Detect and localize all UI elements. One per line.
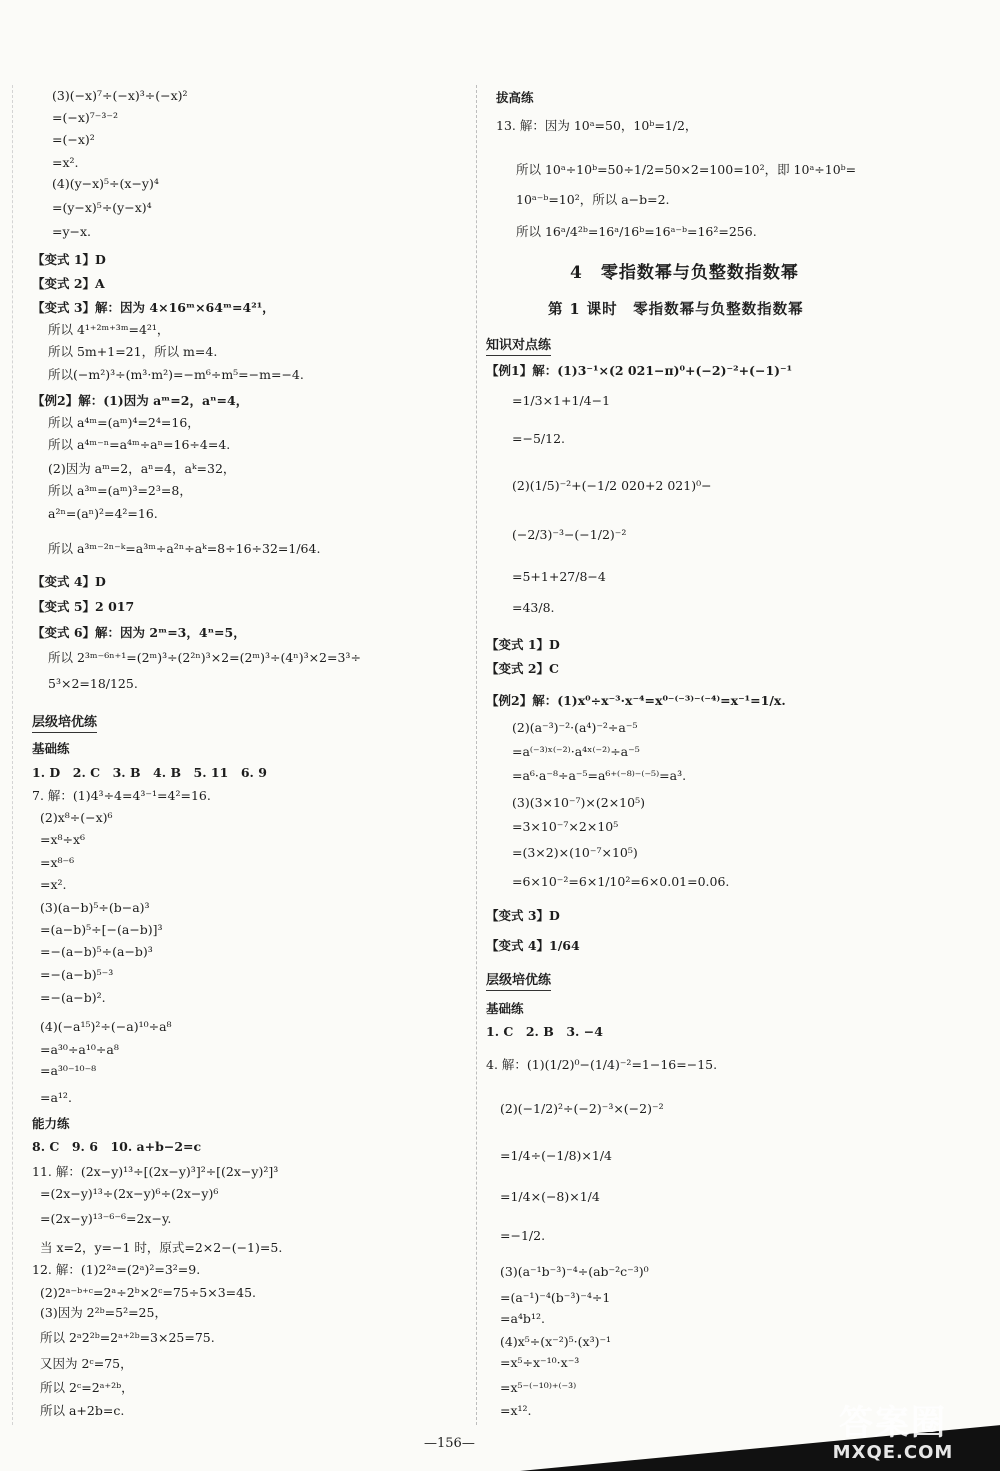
left-text-line: 【变式 3】解：因为 4×16ᵐ×64ᵐ=4²¹， [32,300,275,315]
right-text-line: =1/4÷(−1/8)×1/4 [500,1148,612,1163]
left-text-line: 【变式 2】A [32,276,105,291]
right-text-line: =1/4×(−8)×1/4 [500,1189,600,1204]
left-text-line: 又因为 2ᶜ=75， [40,1356,133,1371]
left-text-line: =−(a−b)⁵⁻³ [40,967,114,982]
right-text-line: (3)(a⁻¹b⁻³)⁻⁴÷(ab⁻²c⁻³)⁰ [500,1264,649,1279]
left-text-line: (4)(y−x)⁵÷(x−y)⁴ [52,176,159,191]
right-text-line: =(a⁻¹)⁻⁴(b⁻³)⁻⁴÷1 [500,1290,611,1305]
right-text-line: 13. 解：因为 10ᵃ=50，10ᵇ=1/2， [496,118,698,133]
right-text-line: =a⁶·a⁻⁸÷a⁻⁵=a⁶⁺⁽⁻⁸⁾⁻⁽⁻⁵⁾=a³. [512,768,687,783]
left-text-line: 所以(−m²)³÷(m³·m²)=−m⁶÷m⁵=−m=−4. [48,367,304,382]
left-text-line: 7. 解：(1)4³÷4=4³⁻¹=4²=16. [32,788,211,803]
chapter-title: 4 零指数幂与负整数指数幂 [570,263,799,283]
right-text-line: 1. C 2. B 3. −4 [486,1024,603,1039]
left-text-line: =x². [52,155,79,170]
right-text-line: (2)(1/5)⁻²+(−1/2 020+2 021)⁰− [512,478,712,493]
watermark-url: MXQE.COM [832,1442,954,1463]
left-text-line: 所以 2ᶜ=2ᵃ⁺²ᵇ， [40,1380,134,1395]
right-text-line: 拔高练 [496,90,534,105]
left-text-line: 【例2】解：(1)因为 aᵐ=2，aⁿ=4， [32,393,249,408]
left-section-heading: 层级培优练 [32,715,97,733]
left-text-line: (2)因为 aᵐ=2，aⁿ=4，aᵏ=32， [48,461,236,476]
watermark-logo: 答案圈 [839,1403,947,1443]
column-divider [476,85,477,1425]
right-text-line: 【变式 1】D [486,637,560,652]
left-text-line: =x². [40,877,67,892]
right-text-line: =(3×2)×(10⁻⁷×10⁵) [512,845,638,860]
right-text-line: 【变式 2】C [486,661,559,676]
left-text-line: a²ⁿ=(aⁿ)²=4²=16. [48,506,158,521]
left-text-line: 所以 5m+1=21，所以 m=4. [48,344,218,359]
left-text-line: 所以 a⁴ᵐ⁻ⁿ=a⁴ᵐ÷aⁿ=16÷4=4. [48,437,231,452]
left-text-line: =x⁸⁻⁶ [40,855,75,870]
right-text-line: =1/3×1+1/4−1 [512,393,611,408]
right-text-line: 【例2】解：(1)x⁰÷x⁻³·x⁻⁴=x⁰⁻⁽⁻³⁾⁻⁽⁻⁴⁾=x⁻¹=1/x. [486,693,786,708]
lesson-title: 第 1 课时 零指数幂与负整数指数幂 [548,301,804,318]
right-text-line: =43/8. [512,600,555,615]
left-text-line: 5³×2=18/125. [48,676,138,691]
left-text-line: =a³⁰÷a¹⁰÷a⁸ [40,1042,119,1057]
right-text-line: =a⁽⁻³⁾ˣ⁽⁻²⁾·a⁴ˣ⁽⁻²⁾÷a⁻⁵ [512,744,640,759]
left-text-line: (2)2ᵃ⁻ᵇ⁺ᶜ=2ᵃ÷2ᵇ×2ᶜ=75÷5×3=45. [40,1285,257,1300]
right-section-heading: 知识对点练 [486,338,551,356]
watermark [798,1404,988,1468]
page-number: —156— [424,1436,475,1451]
left-text-line: =(a−b)⁵÷[−(a−b)]³ [40,922,163,937]
left-text-line: 【变式 4】D [32,574,106,589]
right-text-line: 基础练 [486,1001,524,1016]
left-text-line: 当 x=2，y=−1 时，原式=2×2−(−1)=5. [40,1240,283,1255]
right-text-line: 10ᵃ⁻ᵇ=10²，所以 a−b=2. [516,192,670,207]
left-text-line: =−(a−b)². [40,990,106,1005]
left-text-line: =−(a−b)⁵÷(a−b)³ [40,944,153,959]
left-text-line: 能力练 [32,1116,70,1131]
left-text-line: =a¹². [40,1090,72,1105]
right-text-line: =6×10⁻²=6×1/10²=6×0.01=0.06. [512,874,730,889]
right-text-line: (2)(a⁻³)⁻²·(a⁴)⁻²÷a⁻⁵ [512,720,638,735]
right-text-line: 【例1】解：(1)3⁻¹×(2 021−π)⁰+(−2)⁻²+(−1)⁻¹ [486,363,793,378]
right-text-line: 【变式 4】1/64 [486,938,580,953]
left-text-line: =a³⁰⁻¹⁰⁻⁸ [40,1063,97,1078]
left-text-line: 所以 2ᵃ2²ᵇ=2ᵃ⁺²ᵇ=3×25=75. [40,1330,215,1345]
left-text-line: (2)x⁸÷(−x)⁶ [40,810,113,825]
right-text-line: (−2/3)⁻³−(−1/2)⁻² [512,527,627,542]
left-text-line: 11. 解：(2x−y)¹³÷[(2x−y)³]²÷[(2x−y)²]³ [32,1164,279,1179]
right-section-heading: 层级培优练 [486,973,551,991]
right-text-line: (2)(−1/2)²÷(−2)⁻³×(−2)⁻² [500,1101,664,1116]
left-text-line: =(2x−y)¹³÷(2x−y)⁶÷(2x−y)⁶ [40,1186,219,1201]
left-text-line: 基础练 [32,741,70,756]
right-text-line: (3)(3×10⁻⁷)×(2×10⁵) [512,795,645,810]
right-text-line: 【变式 3】D [486,908,560,923]
left-text-line: (4)(−a¹⁵)²÷(−a)¹⁰÷a⁸ [40,1019,172,1034]
left-text-line: 12. 解：(1)2²ᵃ=(2ᵃ)²=3²=9. [32,1262,201,1277]
right-text-line: =x¹². [500,1403,532,1418]
right-text-line: =x⁵÷x⁻¹⁰·x⁻³ [500,1355,580,1370]
right-text-line: =5+1+27/8−4 [512,569,606,584]
left-text-line: =(2x−y)¹³⁻⁶⁻⁶=2x−y. [40,1211,172,1226]
left-text-line: 【变式 6】解：因为 2ᵐ=3，4ⁿ=5， [32,625,246,640]
right-text-line: 所以 10ᵃ÷10ᵇ=50÷1/2=50×2=100=10²，即 10ᵃ÷10ᵇ= [516,162,857,177]
left-margin-rule [12,85,13,1425]
left-text-line: =y−x. [52,224,92,239]
left-text-line: 所以 a+2b=c. [40,1403,125,1418]
left-text-line: =(y−x)⁵÷(y−x)⁴ [52,200,152,215]
left-text-line: 所以 4¹⁺²ᵐ⁺³ᵐ=4²¹， [48,322,170,337]
left-text-line: (3)因为 2²ᵇ=5²=25， [40,1305,167,1320]
right-text-line: 所以 16ᵃ/4²ᵇ=16ᵃ/16ᵇ=16ᵃ⁻ᵇ=16²=256. [516,224,757,239]
left-text-line: 所以 a⁴ᵐ=(aᵐ)⁴=2⁴=16， [48,415,200,430]
right-text-line: =−5/12. [512,431,565,446]
left-text-line: 所以 2³ᵐ⁻⁶ⁿ⁺¹=(2ᵐ)³÷(2²ⁿ)³×2=(2ᵐ)³÷(4ⁿ)³×2=3³÷ [48,650,361,665]
left-text-line: =(−x)² [52,132,95,147]
left-text-line: 【变式 5】2 017 [32,599,135,614]
left-text-line: (3)(−x)⁷÷(−x)³÷(−x)² [52,88,188,103]
left-text-line: (3)(a−b)⁵÷(b−a)³ [40,900,150,915]
right-text-line: =a⁴b¹². [500,1311,545,1326]
left-text-line: 1. D 2. C 3. B 4. B 5. 11 6. 9 [32,765,267,780]
right-text-line: 4. 解：(1)(1/2)⁰−(1/4)⁻²=1−16=−15. [486,1057,718,1072]
right-text-line: =−1/2. [500,1228,546,1243]
right-text-line: (4)x⁵÷(x⁻²)⁵·(x³)⁻¹ [500,1334,612,1349]
left-text-line: 【变式 1】D [32,252,106,267]
left-text-line: 8. C 9. 6 10. a+b−2=c [32,1139,202,1154]
right-text-line: =3×10⁻⁷×2×10⁵ [512,819,619,834]
left-text-line: 所以 a³ᵐ=(aᵐ)³=2³=8， [48,483,192,498]
right-text-line: =x⁵⁻⁽⁻¹⁰⁾⁺⁽⁻³⁾ [500,1380,577,1395]
left-text-line: =x⁸÷x⁶ [40,832,86,847]
left-text-line: 所以 a³ᵐ⁻²ⁿ⁻ᵏ=a³ᵐ÷a²ⁿ÷aᵏ=8÷16÷32=1/64. [48,541,321,556]
left-text-line: =(−x)⁷⁻³⁻² [52,110,118,125]
